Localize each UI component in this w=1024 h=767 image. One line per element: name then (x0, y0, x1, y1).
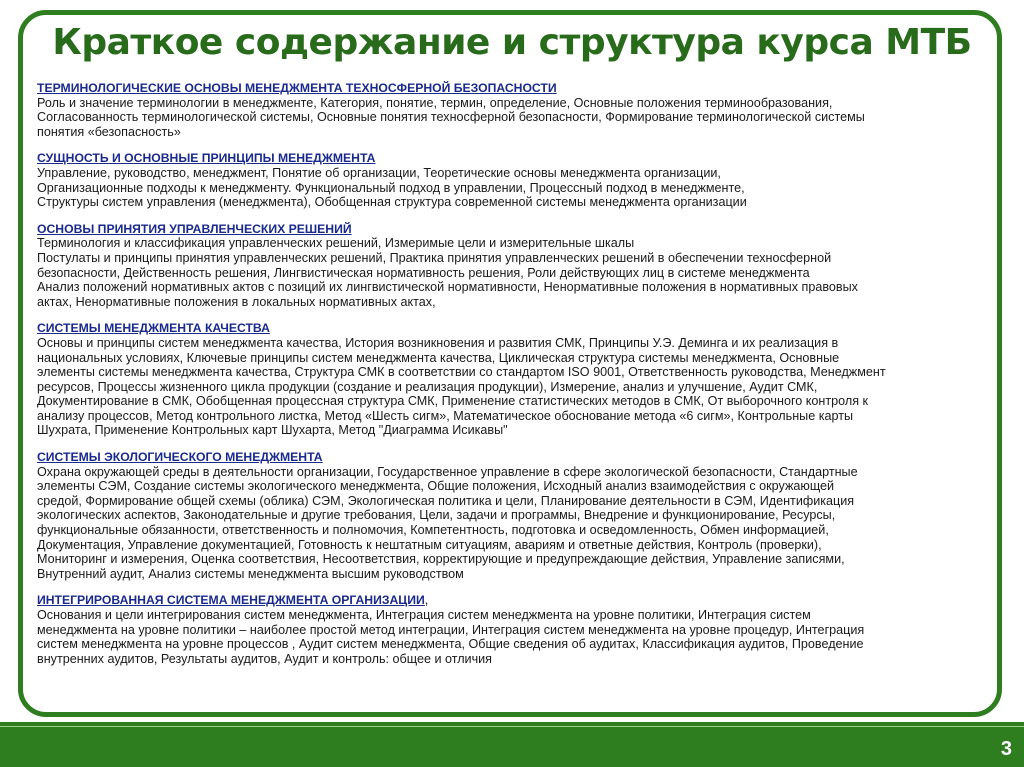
section-heading: ТЕРМИНОЛОГИЧЕСКИЕ ОСНОВЫ МЕНЕДЖМЕНТА ТЕХНОСФЕРНОЙ БЕЗОПАСНОСТИ (37, 81, 557, 95)
section-line: ресурсов, Процессы жизненного цикла продукции (создание и реализация продукции), Измерение, анализ и улучшение, Аудит СМК, (37, 379, 818, 394)
section-line: Документирование в СМК, Обобщенная процессная структура СМК, Применение статистических методов в СМК, От выборочного контроля к (37, 394, 869, 409)
section-line: Управление, руководство, менеджмент, Понятие об организации, Теоретические основы менеджмента организации, (37, 165, 721, 180)
section-line: анализу процессов, Метод контрольного листка, Метод «Шесть сигм», Математическое обоснование метода «6 сигм», Контрольные карты (37, 408, 854, 423)
section-line: менеджмента на уровне политики – наиболее простой метод интеграции, Интеграция систем менеджмента на уровне процедур, Интеграция (37, 622, 865, 637)
footer-bar (0, 722, 1024, 767)
section-line: Охрана окружающей среды в деятельности организации, Государственное управление в сфере экологической безопасности, Стандартные (37, 464, 858, 479)
section-line: национальных условиях, Ключевые принципы систем менеджмента качества, Циклическая структура системы менеджмента, Основные (37, 350, 840, 365)
section-integrated-management (37, 593, 997, 666)
section-line: Анализ положений нормативных актов с позиций их лингвистической нормативности, Ненормативные положения в нормативных правовых (37, 280, 858, 295)
page-number: 3 (1000, 738, 1012, 760)
section-line: Мониторинг и измерения, Оценка соответствия, Несоответствия, корректирующие и предупреждающие действия, Управление записями, (37, 552, 845, 567)
section-line: понятия «безопасность» (37, 124, 181, 139)
section-line: безопасности, Действенность решения, Лингвистическая нормативность решения, Роли действующих лиц в системе менеджмента (37, 265, 810, 280)
section-line: элементы СЭМ, Создание системы экологического менеджмента, Общие положения, Исходный анализ взаимодействия с окружающей (37, 479, 835, 494)
section-line: актах, Ненормативные положения в локальных нормативных актах, (37, 294, 436, 309)
section-heading-trail: , (424, 593, 429, 608)
section-line: элементы системы менеджмента качества, Структура СМК в соответствии со стандартом ISO 9001, Ответственность руководства, Менеджмент (37, 365, 886, 380)
section-heading: СУЩНОСТЬ И ОСНОВНЫЕ ПРИНЦИПЫ МЕНЕДЖМЕНТА (37, 151, 376, 166)
section-quality-management (37, 321, 997, 438)
section-line: Терминология и классификация управленческих решений, Измеримые цели и измерительные шкалы (37, 236, 635, 251)
section-line: Организационные подходы к менеджменту. Функциональный подход в управлении, Процессный подход в менеджменте, (37, 180, 745, 195)
section-line: Структуры систем управления (менеджмента), Обобщенная структура современной системы менеджмента организации (37, 195, 747, 210)
section-heading: ОСНОВЫ ПРИНЯТИЯ УПРАВЛЕНЧЕСКИХ РЕШЕНИЙ (37, 221, 352, 236)
section-line: Документация, Управление документацией, Готовность к нештатным ситуациям, авариям и ответные действия, Контроль (проверки), (37, 537, 822, 552)
section-line: Согласованность терминологической системы, Основные понятия техносферной безопасности, Формирование терминологической системы (37, 110, 865, 125)
section-line: Основания и цели интегрирования систем менеджмента, Интеграция систем менеджмента на уровне политики, Интеграция систем (37, 608, 811, 622)
course-content (37, 81, 997, 666)
footer-divider (0, 726, 1024, 727)
section-line: средой, Формирование общей схемы (облика) СЭМ, Экологическая политика и цели, Планирование деятельности в СЭМ, Идентификация (37, 493, 855, 508)
section-heading: ИНТЕГРИРОВАННАЯ СИСТЕМА МЕНЕДЖМЕНТА ОРГАНИЗАЦИИ (37, 593, 425, 608)
section-environmental-management (37, 450, 997, 581)
section-management-principles (37, 151, 997, 209)
section-line: Внутренний аудит, Анализ системы менеджмента высшим руководством (37, 566, 464, 581)
page-title: Краткое содержание и структура курса МТБ (52, 22, 972, 63)
section-line: функциональные обязанности, ответственность и полномочия, Компетентность, подготовка и осведомленность, Обмен информацией, (37, 523, 829, 538)
section-line: Основы и принципы систем менеджмента качества, История возникновения и развития СМК, Принципы У.Э. Деминга и их реализация в (37, 335, 839, 350)
section-line: систем менеджмента на уровне процессов , Аудит систем менеджмента, Общие сведения об аудитах, Классификация аудитов, Проведение (37, 637, 864, 652)
section-line: экологических аспектов, Законодательные и другие требования, Цели, задачи и программы, Внедрение и функционирование, Ресурсы, (37, 508, 836, 523)
section-line: Постулаты и принципы принятия управленческих решений, Практика принятия управленческих решений в обеспечении техносферной (37, 250, 832, 265)
section-heading: СИСТЕМЫ МЕНЕДЖМЕНТА КАЧЕСТВА (37, 321, 270, 336)
section-heading: СИСТЕМЫ ЭКОЛОГИЧЕСКОГО МЕНЕДЖМЕНТА (37, 450, 323, 465)
section-line: Шухрата, Применение Контрольных карт Шухарта, Метод "Диаграмма Исикавы" (37, 423, 508, 438)
section-line: внутренних аудитов, Результаты аудитов, Аудит и контроль: общее и отличия (37, 651, 493, 666)
section-line: Роль и значение терминологии в менеджменте, Категория, понятие, термин, определение, Основные положения терминообразования, (37, 95, 833, 110)
section-terminology (37, 81, 997, 139)
section-decision-making (37, 222, 997, 310)
